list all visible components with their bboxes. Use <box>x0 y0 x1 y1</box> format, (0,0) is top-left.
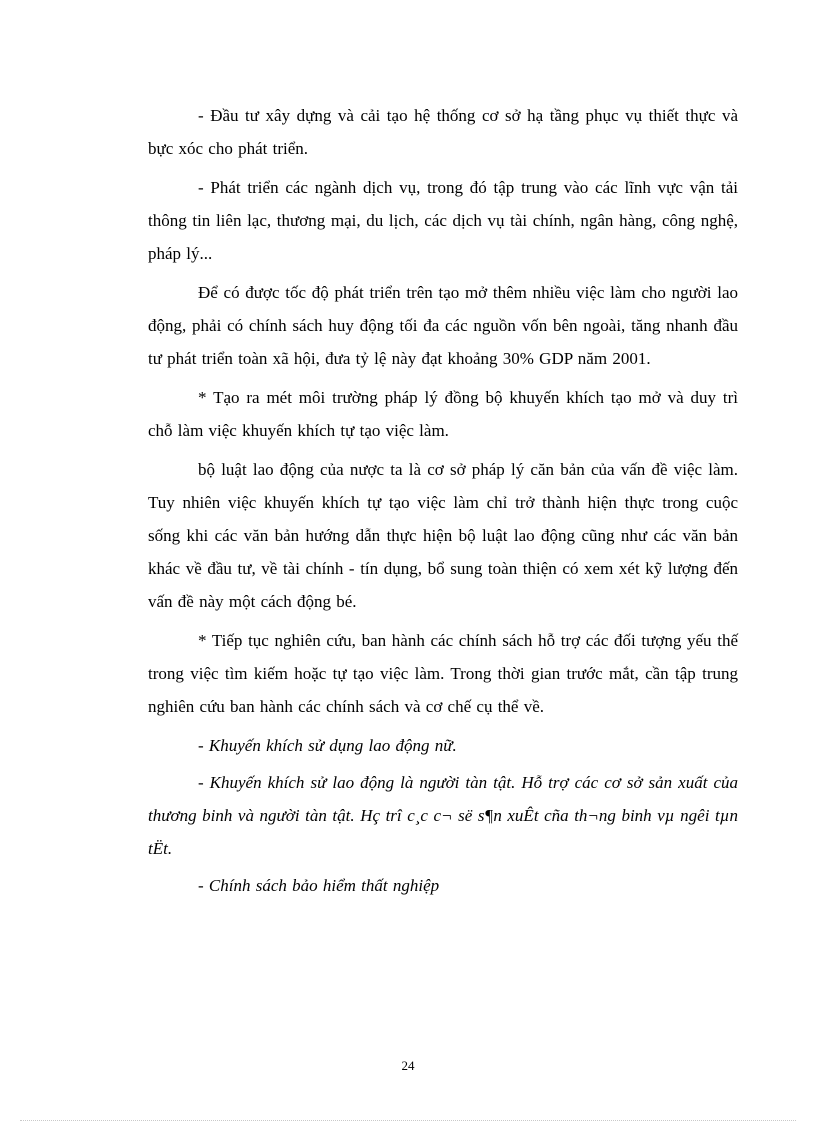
document-body <box>148 99 738 910</box>
paragraph-services: - Phát triển các ngành dịch vụ, trong đó tập trung vào các lĩnh vực vận tải thông tin liên lạc, thương mại, du lịch, các dịch vụ tài chính, ngân hàng, công nghệ, pháp lý... <box>148 178 738 263</box>
paragraph-unemployment-insurance: - Chính sách bảo hiểm thất nghiệp <box>198 876 440 895</box>
paragraph-disabled-labor: - Khuyến khích sử lao động là người tàn tật. Hỗ trợ các cơ sở sản xuất của thương binh và người tàn tật. Hç trî c¸c c¬ së s¶n xuÊt cña th¬ng binh vµ ngêi tµn tËt. <box>148 773 738 858</box>
paragraph-labor-code: bộ luật lao động của nược ta là cơ sở pháp lý căn bản của vấn đề việc làm. Tuy nhiên việc khuyến khích tự tạo việc làm chỉ trở thành hiện thực trong cuộc sống khi các văn bản hướng dẫn thực hiện bộ luật lao động cũng như các văn bản khác về đầu tư, về tài chính - tín dụng, bổ sung toàn thiện có xem xét kỹ lượng đến vấn đề này một cách động bé. <box>148 460 738 611</box>
paragraph-infrastructure: - Đầu tư xây dựng và cải tạo hệ thống cơ sở hạ tầng phục vụ thiết thực và bực xóc cho phát triển. <box>148 106 738 158</box>
paragraph-investment: Để có được tốc độ phát triển trên tạo mở thêm nhiều việc làm cho người lao động, phải có chính sách huy động tối đa các nguồn vốn bên ngoài, tăng nhanh đầu tư phát triển toàn xã hội, đưa tỷ lệ này đạt khoảng 30% GDP năm 2001. <box>148 283 738 368</box>
page-number: 24 <box>401 1058 415 1073</box>
paragraph-support-policies: * Tiếp tục nghiên cứu, ban hành các chính sách hỗ trợ các đối tượng yếu thế trong việc tìm kiếm hoặc tự tạo việc làm. Trong thời gian trước mắt, cần tập trung nghiên cứu ban hành các chính sách và cơ chế cụ thể về. <box>148 631 738 716</box>
page-bottom-divider <box>20 1120 796 1121</box>
paragraph-legal-environment: * Tạo ra mét môi trường pháp lý đồng bộ khuyến khích tạo mở và duy trì chỗ làm việc khuyến khích tự tạo việc làm. <box>148 388 738 440</box>
paragraph-female-labor: - Khuyến khích sử dụng lao động nữ. <box>198 736 457 755</box>
